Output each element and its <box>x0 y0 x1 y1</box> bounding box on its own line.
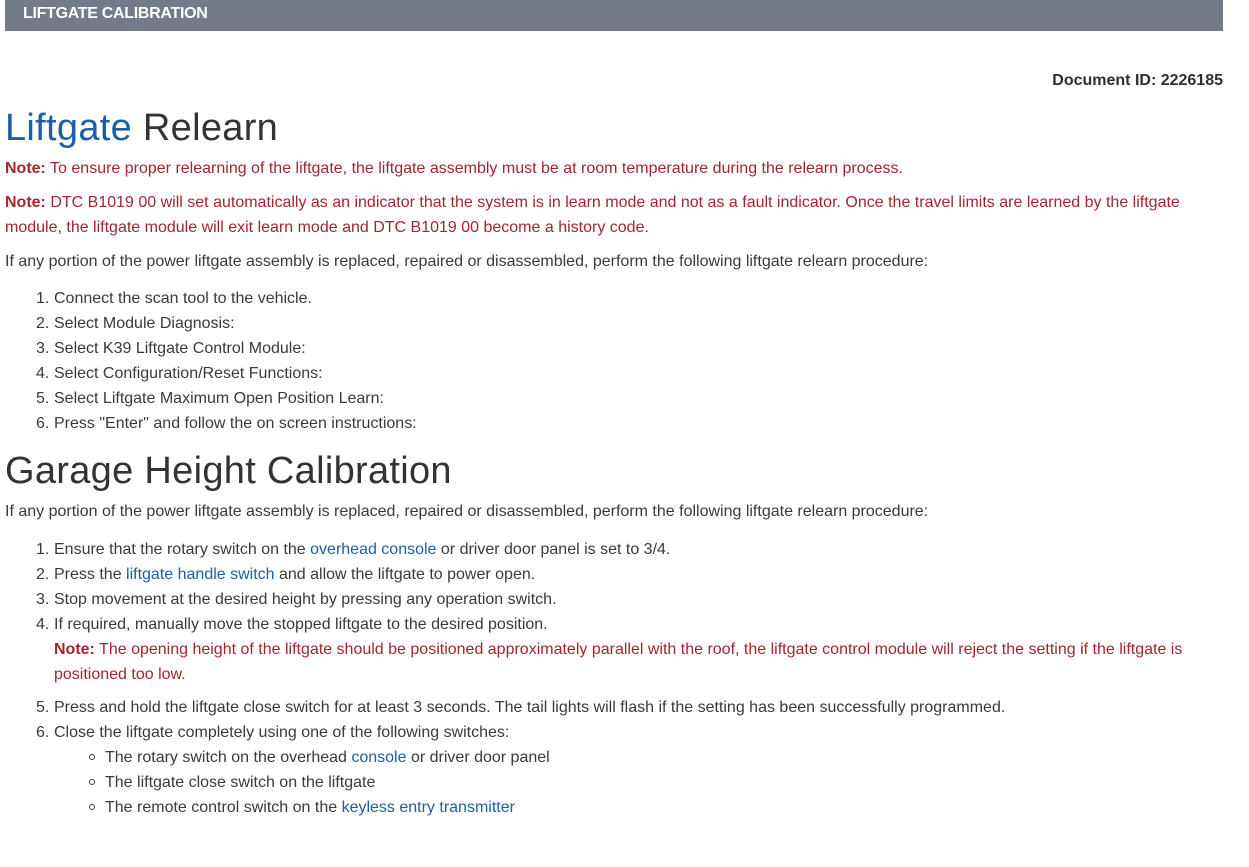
list-item: 5. Press and hold the liftgate close switch for at least 3 seconds. The tail lights will flash if the setting has been successfully programmed. <box>36 699 1006 716</box>
note-label: Note: <box>5 194 46 211</box>
header-bar <box>5 0 1223 31</box>
relearn-intro: If any portion of the power liftgate assembly is replaced, repaired or disassembled, perform the following liftgate relearn procedure: <box>5 253 929 270</box>
console-link[interactable]: console <box>351 749 407 766</box>
list-item: The rotary switch on the overhead console or driver door panel <box>5 745 550 770</box>
overhead-console-link[interactable]: overhead console <box>310 541 437 558</box>
note-text: The opening height of the liftgate should be positioned approximately parallel with the roof, the liftgate control module will reject the setting if the liftgate is positioned too low. <box>54 641 1183 683</box>
list-item: 6. Press "Enter" and follow the on screen instructions: <box>36 415 417 432</box>
title-rest: Relearn <box>132 107 279 149</box>
list-item: 2. Press the liftgate handle switch and allow the liftgate to power open. <box>36 566 536 583</box>
note-room-temperature <box>5 156 1219 181</box>
list-item: 6. Close the liftgate completely using one of the following switches: <box>36 724 510 741</box>
note-dtc <box>5 190 1219 240</box>
keyless-entry-transmitter-link[interactable]: keyless entry transmitter <box>341 799 515 816</box>
switch-options-list <box>5 745 550 820</box>
list-item: 3. Stop movement at the desired height by pressing any operation switch. <box>36 591 557 608</box>
list-item: 1. Ensure that the rotary switch on the overhead console or driver door panel is set to 3/4. <box>36 541 671 558</box>
note-text: To ensure proper relearning of the liftgate, the liftgate assembly must be at room temperature during the relearn process. <box>45 160 903 177</box>
list-item: 3. Select K39 Liftgate Control Module: <box>36 340 306 357</box>
section-title-garage-height: Garage Height Calibration <box>5 450 452 492</box>
list-item: 4. Select Configuration/Reset Functions: <box>36 365 323 382</box>
list-item: 5. Select Liftgate Maximum Open Position Learn: <box>36 390 384 407</box>
list-item: 1. Connect the scan tool to the vehicle. <box>36 290 312 307</box>
note-opening-height <box>54 637 1220 687</box>
document-id: Document ID: 2226185 <box>1052 72 1223 89</box>
list-item: 4. If required, manually move the stopped liftgate to the desired position. Note: The opening height of the liftgate should be positioned approximately parallel with the roof, the liftgate control module will reject the setting if the liftgate is positioned too low. <box>5 612 1220 695</box>
bullet-icon <box>89 779 95 785</box>
liftgate-handle-switch-link[interactable]: liftgate handle switch <box>126 566 275 583</box>
list-item: The remote control switch on the keyless entry transmitter <box>5 795 550 820</box>
header-title: LIFTGATE CALIBRATION <box>23 5 208 22</box>
garage-intro: If any portion of the power liftgate assembly is replaced, repaired or disassembled, perform the following liftgate relearn procedure: <box>5 503 929 520</box>
relearn-steps <box>5 286 417 436</box>
section-title-liftgate-relearn <box>5 106 278 150</box>
bullet-icon <box>89 804 95 810</box>
note-text: DTC B1019 00 will set automatically as an indicator that the system is in learn mode and not as a fault indicator. Once the travel limits are learned by the liftgate module, the liftgate module will exit learn mode and DTC B1019 00 become a history code. <box>5 194 1180 236</box>
note-label: Note: <box>5 160 46 177</box>
garage-steps <box>5 537 1220 745</box>
note-label: Note: <box>54 641 95 658</box>
list-item: 2. Select Module Diagnosis: <box>36 315 235 332</box>
bullet-icon <box>89 754 95 760</box>
list-item: The liftgate close switch on the liftgate <box>5 770 550 795</box>
title-accent: Liftgate <box>5 107 133 149</box>
